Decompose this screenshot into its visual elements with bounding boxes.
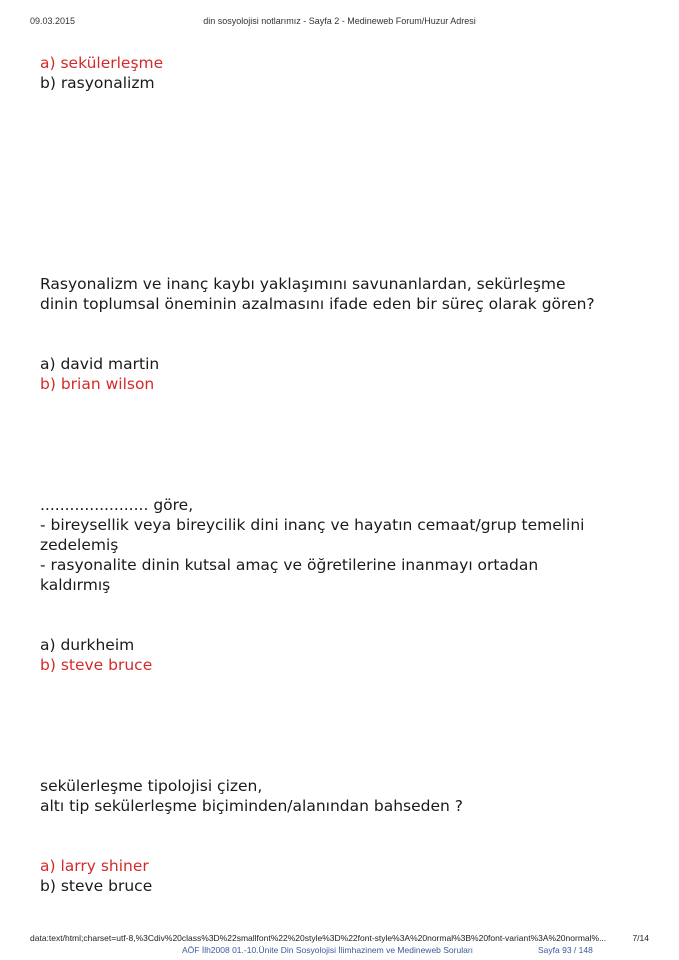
option-b: b) brian wilson	[40, 375, 155, 393]
question-line: altı tip sekülerleşme biçiminden/alanından bahseden ?	[40, 797, 463, 815]
question-line: dinin toplumsal öneminin azalmasını ifade eden bir süreç olarak gören?	[40, 295, 595, 313]
option-a: a) david martin	[40, 355, 160, 373]
question-line: - bireysellik veya bireycilik dini inanç ve hayatın cemaat/grup temelini	[40, 516, 585, 534]
option-b: b) steve bruce	[40, 877, 153, 895]
question-line: - rasyonalite dinin kutsal amaç ve öğretilerine inanmayı ortadan	[40, 556, 539, 574]
question-line: Rasyonalizm ve inanç kaybı yaklaşımını savunanlardan, sekürleşme	[40, 275, 566, 293]
source-caption: AÖF İlh2008 01.-10.Ünite Din Sosyolojisi İlimhazinem ve Medineweb Soruları	[182, 945, 474, 955]
question-line: zedelemiş	[40, 536, 119, 554]
option-b: b) rasyonalizm	[40, 74, 155, 92]
print-page-count: 7/14	[632, 933, 649, 943]
option-a: a) larry shiner	[40, 857, 149, 875]
question-line: sekülerleşme tipolojisi çizen,	[40, 777, 263, 795]
option-a: a) durkheim	[40, 636, 135, 654]
option-b: b) steve bruce	[40, 656, 153, 674]
question-line: ...................... göre,	[40, 496, 194, 514]
question-line: kaldırmış	[40, 576, 111, 594]
print-date: 09.03.2015	[30, 16, 76, 26]
print-url: data:text/html;charset=utf-8,%3Cdiv%20class%3D%22smallfont%22%20style%3D%22font-style%3A%20normal%3B%20font-variant%3A%20normal%...	[30, 933, 607, 943]
print-title: din sosyolojisi notlarımız - Sayfa 2 - Medineweb Forum/Huzur Adresi	[203, 16, 476, 26]
page-number: Sayfa 93 / 148	[538, 945, 593, 955]
option-a: a) sekülerleşme	[40, 54, 164, 72]
